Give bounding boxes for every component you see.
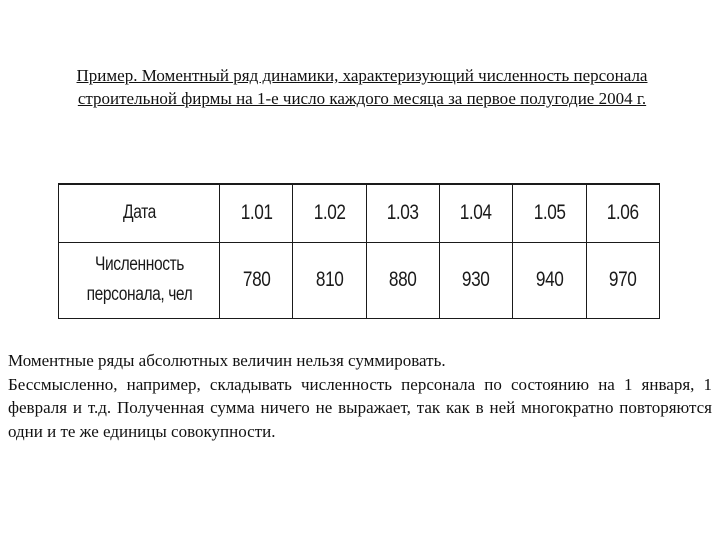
- header-personnel-line-2: персонала, чел: [86, 284, 192, 305]
- header-date: Дата: [73, 184, 205, 242]
- header-personnel: [73, 242, 205, 318]
- count-cell: 940: [519, 242, 579, 318]
- dynamics-table: [58, 183, 660, 317]
- table-row-counts: [59, 242, 660, 318]
- page-title: [22, 64, 702, 110]
- body-text: [8, 349, 712, 443]
- count-cell: 780: [226, 242, 286, 318]
- paragraph-1: Моментные ряды абсолютных величин нельзя суммировать.: [8, 351, 446, 370]
- table-row-dates: [59, 184, 660, 242]
- header-personnel-line-1: Численность: [94, 254, 184, 275]
- date-cell: 1.03: [373, 184, 433, 242]
- date-cell: 1.02: [299, 184, 359, 242]
- date-cell: 1.05: [519, 184, 579, 242]
- title-line-1: Пример. Моментный ряд динамики, характеризующий численность персонала: [76, 66, 648, 85]
- title-line-2: строительной фирмы на 1-е число каждого месяца за первое полугодие 2004 г.: [77, 89, 647, 108]
- date-cell: 1.04: [446, 184, 506, 242]
- count-cell: 930: [446, 242, 506, 318]
- count-cell: 810: [299, 242, 359, 318]
- paragraph-2: Бессмысленно, например, складывать численность персонала по состоянию на 1 января, 1 февраля и т.д. Полученная сумма ничего не выражает, так как в ней многократно повторяются одни и те же единицы совокупности.: [8, 374, 712, 441]
- date-cell: 1.06: [593, 184, 653, 242]
- data-table: [58, 183, 660, 319]
- date-cell: 1.01: [226, 184, 286, 242]
- count-cell: 970: [593, 242, 653, 318]
- count-cell: 880: [373, 242, 433, 318]
